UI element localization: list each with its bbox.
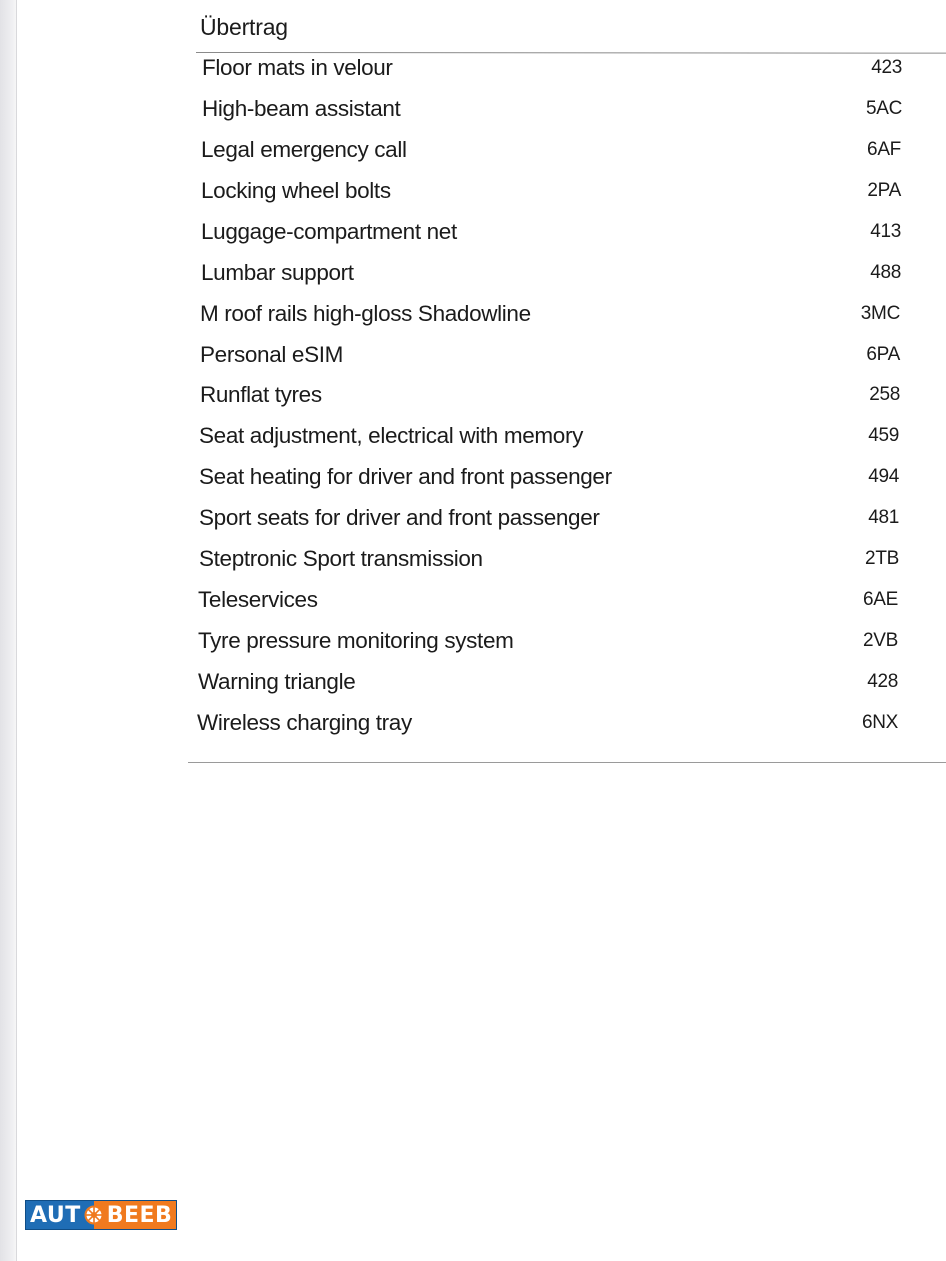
watermark-text-orange: BEEB <box>105 1201 177 1229</box>
equipment-code: 6NX <box>861 712 898 733</box>
equipment-name: Locking wheel bolts <box>201 178 391 203</box>
carryover-header: Übertrag <box>200 14 288 40</box>
list-item <box>200 382 900 412</box>
equipment-name: Runflat tyres <box>200 382 322 407</box>
equipment-name: Luggage-compartment net <box>201 219 457 244</box>
list-item <box>200 342 900 372</box>
equipment-name: Personal eSIM <box>200 342 344 367</box>
equipment-code: 488 <box>870 262 901 283</box>
equipment-code: 2TB <box>865 548 899 569</box>
equipment-name: Seat heating for driver and front passenger <box>199 464 612 489</box>
equipment-code: 5AC <box>865 98 902 119</box>
list-item <box>198 669 898 699</box>
equipment-name: Sport seats for driver and front passenger <box>199 505 600 530</box>
list-end-divider <box>188 762 946 763</box>
equipment-name: Seat adjustment, electrical with memory <box>199 423 584 448</box>
equipment-code: 258 <box>869 384 900 405</box>
equipment-name: Steptronic Sport transmission <box>199 546 483 571</box>
equipment-code: 459 <box>868 425 899 446</box>
list-item <box>202 55 902 85</box>
list-item <box>199 423 899 453</box>
equipment-code: 423 <box>871 57 902 78</box>
list-item <box>202 96 902 126</box>
equipment-name: Lumbar support <box>201 260 354 285</box>
equipment-name: Tyre pressure monitoring system <box>198 628 514 653</box>
equipment-code: 2PA <box>867 180 901 201</box>
list-item <box>197 710 898 740</box>
list-item <box>199 505 899 535</box>
list-item <box>201 219 901 249</box>
equipment-code: 2VB <box>862 630 898 651</box>
watermark-text-blue: AUT <box>26 1201 83 1229</box>
equipment-code: 413 <box>870 221 901 242</box>
equipment-name: High-beam assistant <box>202 96 401 121</box>
equipment-name: Legal emergency call <box>201 137 407 162</box>
equipment-name: Floor mats in velour <box>202 55 393 80</box>
equipment-code: 6AE <box>862 589 898 610</box>
wheel-icon <box>83 1201 105 1229</box>
list-item <box>199 464 899 494</box>
equipment-name: Wireless charging tray <box>197 710 412 735</box>
equipment-code: 481 <box>868 507 899 528</box>
equipment-name: Warning triangle <box>198 669 356 694</box>
equipment-code: 3MC <box>860 303 900 324</box>
list-item <box>201 260 901 290</box>
equipment-name: M roof rails high-gloss Shadowline <box>200 301 531 326</box>
equipment-code: 428 <box>867 671 898 692</box>
list-item <box>201 137 901 167</box>
equipment-code: 6AF <box>867 139 901 160</box>
list-item <box>199 546 899 576</box>
autobeeb-watermark <box>25 1200 177 1230</box>
list-item <box>201 178 901 208</box>
equipment-name: Teleservices <box>198 587 318 612</box>
equipment-code: 494 <box>868 466 899 487</box>
list-item <box>198 628 898 658</box>
list-item <box>198 587 898 617</box>
equipment-code: 6PA <box>866 344 900 365</box>
list-item <box>200 301 900 331</box>
